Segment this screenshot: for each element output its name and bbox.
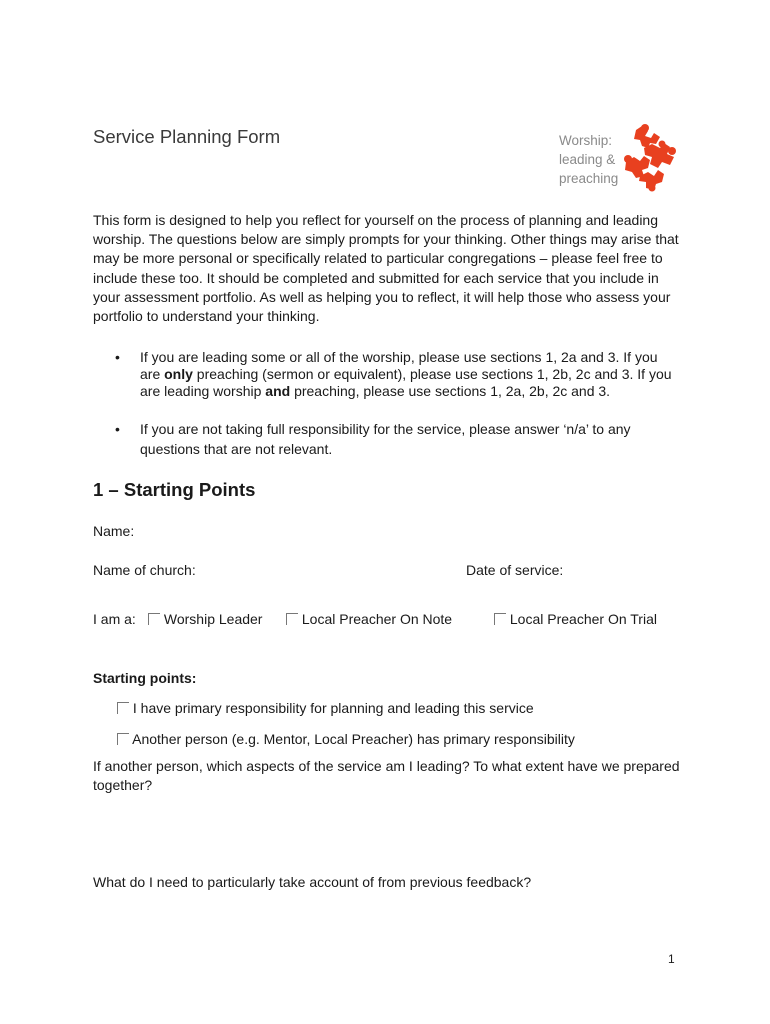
bullet-text: If you are not taking full responsibility for the service, please answer ‘n/a’ to any questions that are not relevant. bbox=[140, 421, 631, 457]
checkbox-icon[interactable] bbox=[148, 613, 160, 625]
bullet-emphasis: and bbox=[265, 383, 291, 399]
logo-line: leading & bbox=[559, 152, 616, 167]
role-option-worship-leader[interactable] bbox=[148, 611, 262, 627]
intro-text: This form is designed to help you reflect for yourself on the process of planning and leading worship. The questions below are simply prompts for your thinking. Other things may arise that may be more personal or specifically related to particular congregations – please feel free to include these too. It should be completed and submitted for each service that you include in your assessment portfolio. As well as helping you to reflect, it will help those who assess your portfolio to understand your thinking. bbox=[93, 212, 679, 325]
name-label: Name: bbox=[93, 523, 135, 539]
question-other-person: If another person, which aspects of the service am I leading? To what extent have we prepared together? bbox=[93, 758, 680, 794]
starting-point-label: I have primary responsibility for planning and leading this service bbox=[132, 700, 534, 716]
bullet-dot: • bbox=[115, 421, 120, 437]
role-option-label: Worship Leader bbox=[163, 611, 263, 627]
bullet-text-part: preaching (sermon or equivalent), please use sections 1, 2b, 2c and 3. If you are leading worship bbox=[140, 366, 672, 399]
starting-point-option-primary[interactable] bbox=[117, 700, 534, 716]
checkbox-icon[interactable] bbox=[117, 733, 129, 745]
role-label: I am a: bbox=[93, 611, 136, 627]
bullet-emphasis: only bbox=[164, 366, 193, 382]
logo-text bbox=[559, 131, 618, 188]
role-option-label: Local Preacher On Note bbox=[301, 611, 453, 627]
section-heading: 1 – Starting Points bbox=[93, 479, 256, 500]
bullet-text-part: If you are leading some or all of the worship, please use sections 1, 2a and 3. If you are bbox=[140, 349, 658, 382]
role-option-label: Local Preacher On Trial bbox=[509, 611, 657, 627]
logo-line: preaching bbox=[559, 171, 619, 186]
role-option-preacher-on-trial[interactable] bbox=[494, 611, 657, 627]
bullet-dot: • bbox=[115, 349, 120, 365]
intro-paragraph bbox=[93, 211, 683, 326]
date-label: Date of service: bbox=[466, 562, 564, 578]
starting-points-heading: Starting points: bbox=[93, 670, 197, 686]
question-feedback: What do I need to particularly take account of from previous feedback? bbox=[93, 874, 532, 890]
bullet-text bbox=[140, 349, 675, 400]
checkbox-icon[interactable] bbox=[286, 613, 298, 625]
checkbox-icon[interactable] bbox=[494, 613, 506, 625]
page-title: Service Planning Form bbox=[93, 126, 281, 147]
starting-point-option-another[interactable] bbox=[117, 731, 575, 747]
puzzle-logo-icon bbox=[618, 124, 678, 192]
role-option-preacher-on-note[interactable] bbox=[286, 611, 452, 627]
bullet-text-part: preaching, please use sections 1, 2a, 2b, 2c and 3. bbox=[290, 383, 611, 399]
checkbox-icon[interactable] bbox=[117, 702, 129, 714]
starting-point-label: Another person (e.g. Mentor, Local Preacher) has primary responsibility bbox=[132, 731, 575, 747]
page-number: 1 bbox=[668, 952, 675, 966]
church-label: Name of church: bbox=[93, 562, 196, 578]
logo-line: Worship: bbox=[559, 133, 613, 148]
